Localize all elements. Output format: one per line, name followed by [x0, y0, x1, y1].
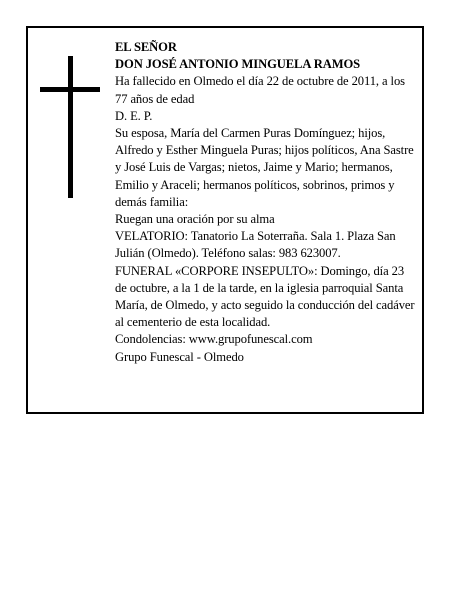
- deceased-name: DON JOSÉ ANTONIO MINGUELA RAMOS: [115, 57, 361, 72]
- funeral-home: Grupo Funescal - Olmedo: [115, 349, 244, 364]
- obituary-notice: [26, 26, 424, 414]
- notice-heading: EL SEÑOR: [115, 40, 177, 54]
- family-list: Su esposa, María del Carmen Puras Domínguez; hijos, Alfredo y Esther Minguela Puras; hijos políticos, Ana Sastre y José Luis de Vargas; nietos, Jaime y Mario; hermanos, Emilio y Araceli; hermanos políticos, sobrinos, primos y demás familia:: [115, 126, 414, 209]
- condolences-line: Condolencias: www.grupofunescal.com: [115, 332, 313, 347]
- notice-text: [115, 39, 417, 366]
- funeral-details: FUNERAL «CORPORE INSEPULTO»: Domingo, día 23 de octubre, a la 1 de la tarde, en la iglesia parroquial Santa María, de Olmedo, y acto seguido la conducción del cadáver al cementerio de esta localidad.: [115, 263, 415, 330]
- wake-details: VELATORIO: Tanatorio La Soterraña. Sala 1. Plaza San Julián (Olmedo). Teléfono salas: 983 623007.: [115, 229, 396, 261]
- cross-vertical-bar: [68, 56, 73, 198]
- death-notice: Ha fallecido en Olmedo el día 22 de octubre de 2011, a los 77 años de edad: [115, 74, 405, 106]
- prayer-request: Ruegan una oración por su alma: [115, 212, 275, 227]
- rest-in-peace: D. E. P.: [115, 108, 153, 123]
- cross-icon: [40, 56, 100, 198]
- cross-horizontal-bar: [40, 87, 100, 92]
